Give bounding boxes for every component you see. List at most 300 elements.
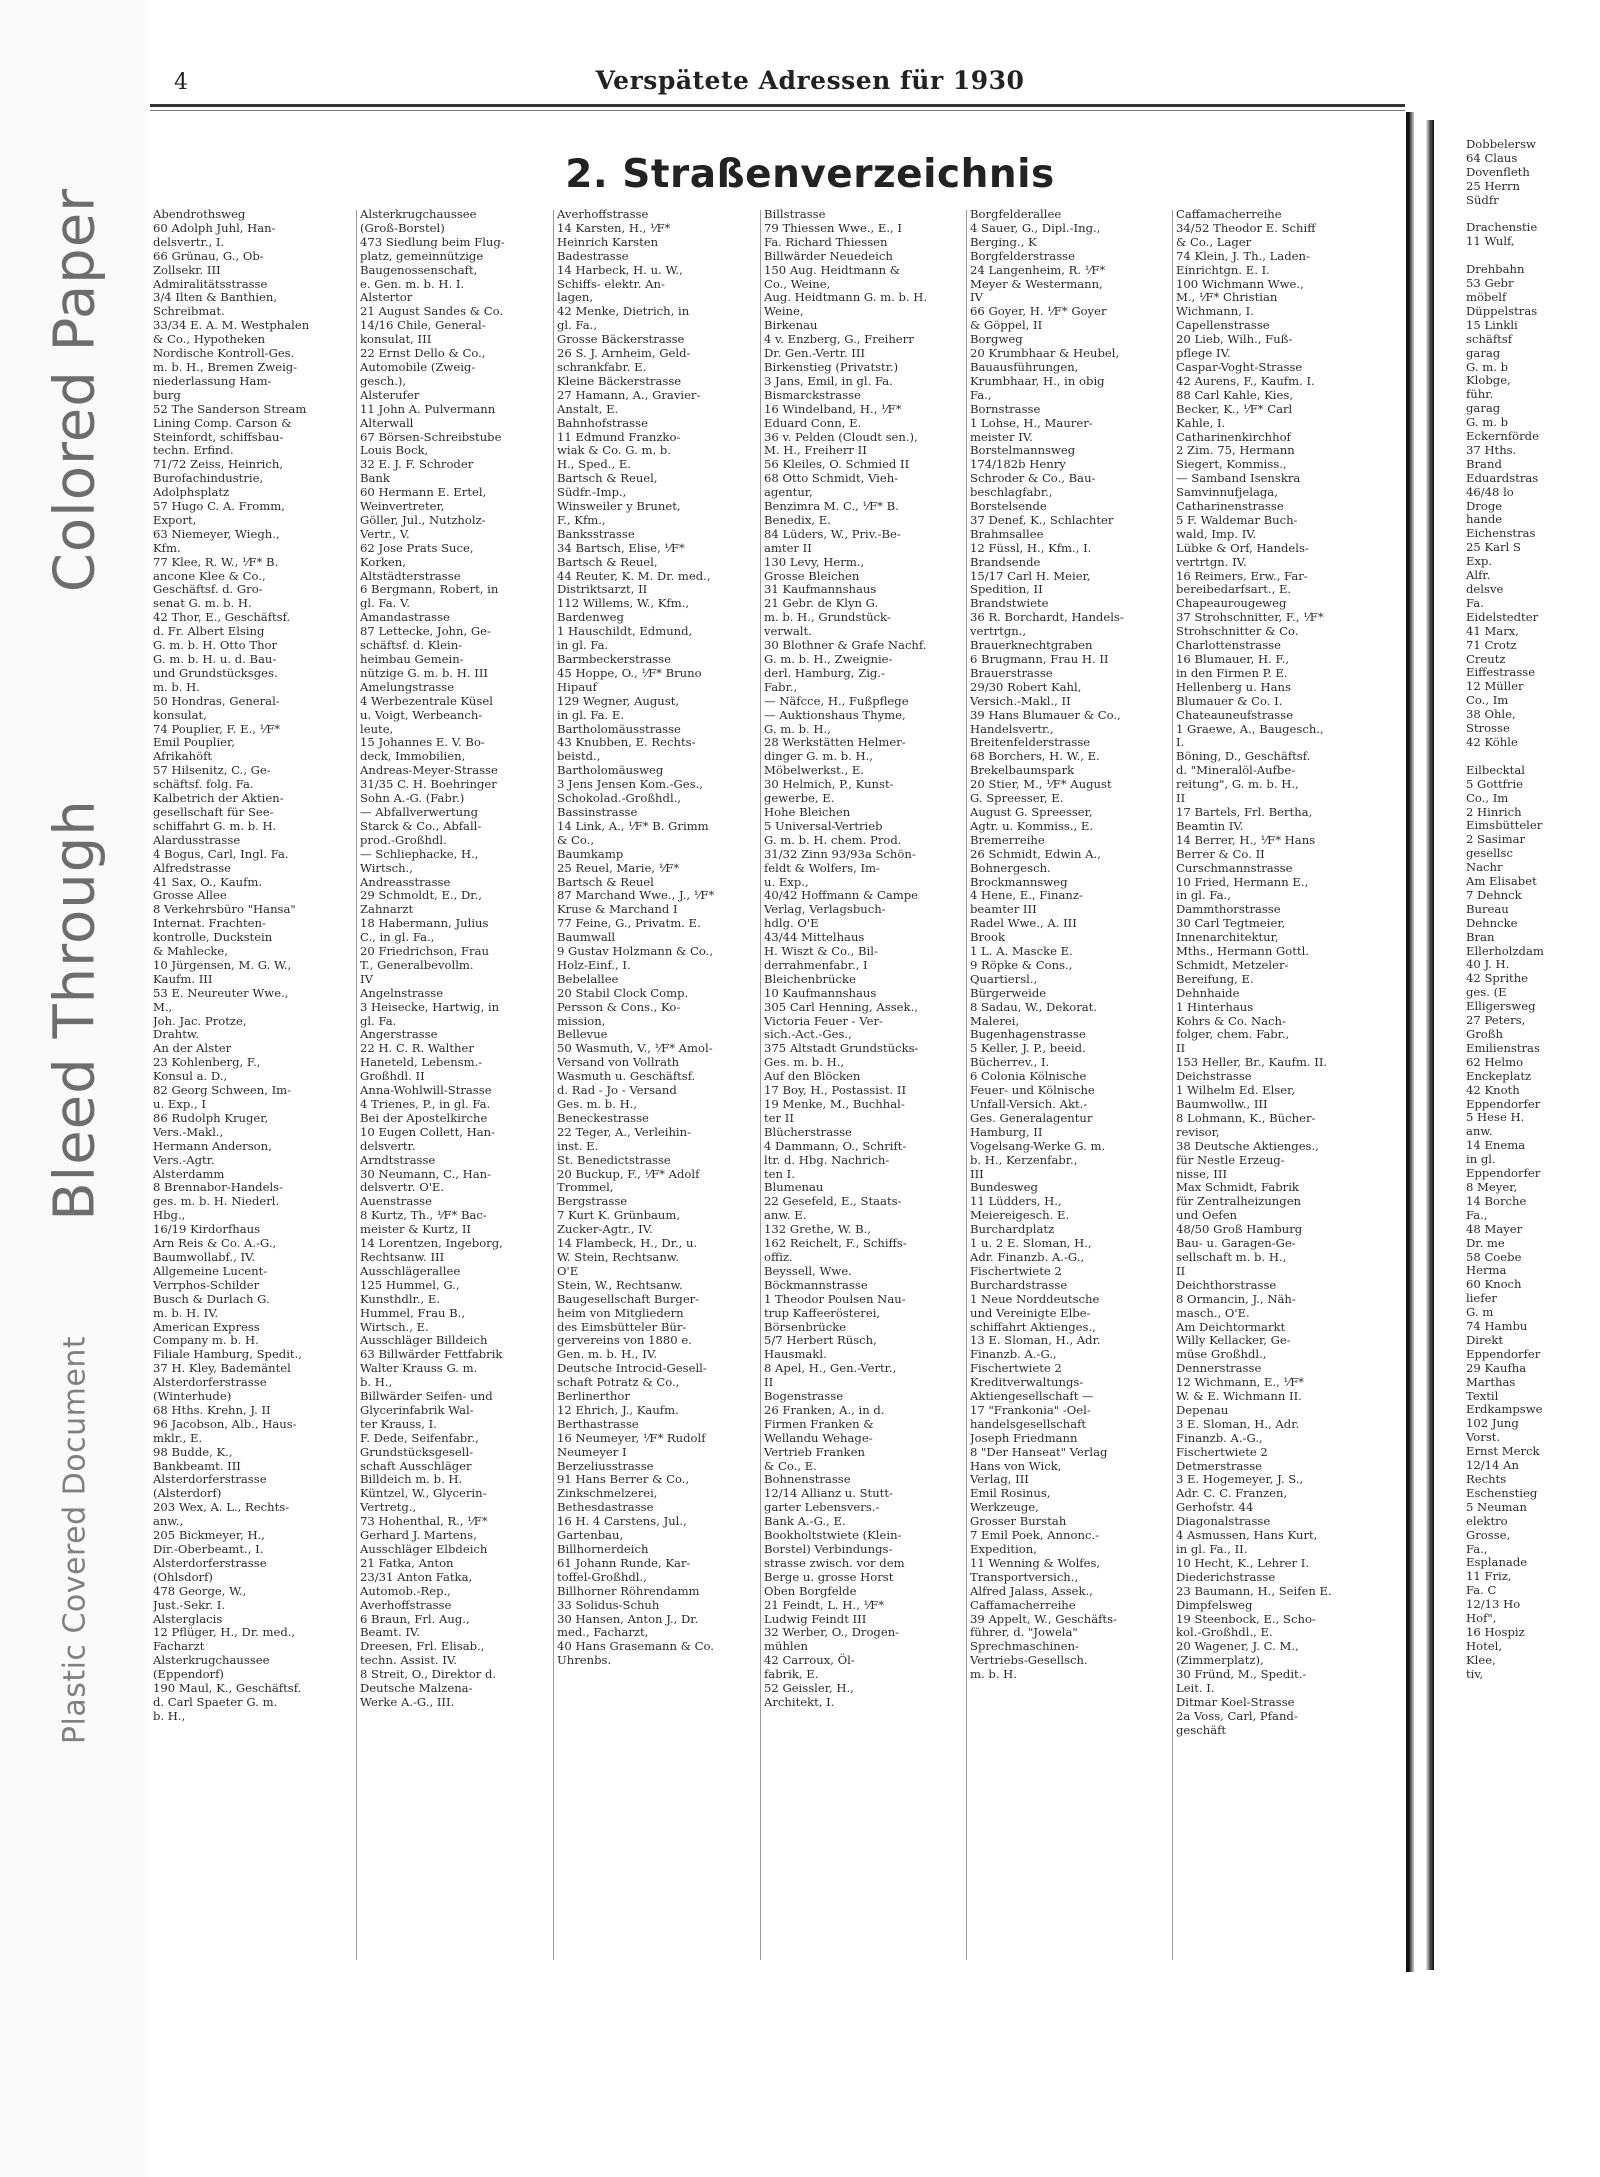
directory-entry-line: 21 Fatka, Anton xyxy=(360,1555,454,1570)
directory-entry-line: Alfred Jalass, Assek., xyxy=(970,1583,1093,1598)
directory-entry-line: Depenau xyxy=(1176,1402,1229,1417)
directory-entry-line: 132 Grethe, W. B., xyxy=(764,1222,871,1237)
directory-entry-line: delsvertr. xyxy=(360,1138,416,1153)
directory-entry-line: 53 E. Neureuter Wwe., xyxy=(153,985,289,1000)
directory-entry-line: Bei der Apostelkirche xyxy=(360,1110,488,1125)
directory-entry-line: Deichstrasse xyxy=(1176,1069,1252,1084)
next-page-line: in gl. xyxy=(1466,1152,1496,1167)
directory-entry-line: August G. Spreesser, xyxy=(970,804,1093,819)
directory-entry-line: Billstrasse xyxy=(764,208,826,221)
directory-entry-line: 66 Goyer, H. ⅟F* Goyer xyxy=(970,304,1107,319)
directory-entry-line: wiak & Co. G. m. b. xyxy=(557,443,671,458)
directory-entry-line: Berlinerthor xyxy=(557,1389,630,1404)
next-page-line: Bureau xyxy=(1466,901,1509,916)
directory-entry-line: Böckmannstrasse xyxy=(764,1277,868,1292)
directory-entry-line: Alterwall xyxy=(360,415,414,430)
directory-entry-line: 30 Carl Tegtmeier, xyxy=(1176,916,1286,931)
directory-entry-line: müse Großhdl., xyxy=(1176,1347,1267,1362)
directory-entry-line: Trommel, xyxy=(557,1180,614,1195)
directory-entry-line: Kaufm. III xyxy=(153,971,213,986)
directory-entry-line: Großhdl. II xyxy=(360,1069,425,1084)
directory-entry-line: 10 Jürgensen, M. G. W., xyxy=(153,957,292,972)
directory-entry-line: 125 Hummel, G., xyxy=(360,1277,460,1292)
directory-entry-line: Ausschläger Elbdeich xyxy=(360,1542,488,1556)
directory-entry-line: H., Sped., E. xyxy=(557,457,632,472)
directory-entry-line: Benedix, E. xyxy=(764,512,831,527)
directory-entry-line: 2 Zim. 75, Hermann xyxy=(1176,443,1295,458)
directory-entry-line: gesch.), xyxy=(360,373,407,388)
next-page-line: delsve xyxy=(1466,582,1504,596)
directory-entry-line: 84 Lüders, W., Priv.-Be- xyxy=(764,526,901,541)
directory-entry-line: 66 Grünau, G., Ob- xyxy=(153,248,264,263)
directory-entry-line: Innenarchitektur, xyxy=(1176,930,1279,945)
directory-entry-line: Bornstrasse xyxy=(970,401,1041,416)
directory-entry-line: 37 Strohschnitter, F., ⅟F* xyxy=(1176,610,1324,625)
directory-entry-line: u. Exp., I xyxy=(153,1097,206,1111)
next-page-fragment xyxy=(1466,138,1600,1878)
next-page-line: 74 Hambu xyxy=(1466,1319,1528,1334)
next-page-line: anw. xyxy=(1466,1124,1493,1139)
directory-entry-line: Hamburg, II xyxy=(970,1124,1043,1139)
directory-entry-line: G. m. b. H. Otto Thor xyxy=(153,638,278,653)
directory-entry-line: Bogenstrasse xyxy=(764,1389,844,1404)
directory-entry-line: vertrtgn. IV. xyxy=(1176,554,1247,569)
directory-entry-line: Emil Rosinus, xyxy=(970,1486,1051,1501)
directory-entry-line: 190 Maul, K., Geschäftsf. xyxy=(153,1681,302,1696)
directory-column-2 xyxy=(360,208,550,1968)
directory-entry-line: Louis Bock, xyxy=(360,443,429,458)
next-page-line: Hof", xyxy=(1466,1611,1497,1626)
next-page-line xyxy=(1466,208,1600,222)
directory-entry-line: Brauerknechtgraben xyxy=(970,638,1093,653)
directory-entry-line: 1 L. A. Mascke E. xyxy=(970,944,1073,959)
directory-entry-line: 150 Aug. Heidtmann & xyxy=(764,262,901,277)
directory-entry-line: G. m. b. H. chem. Prod. xyxy=(764,832,902,847)
directory-entry-line: Berzeliusstrasse xyxy=(557,1458,654,1473)
directory-entry-line: u. Exp., xyxy=(764,874,809,889)
directory-entry-line: — Abfallverwertung xyxy=(360,804,478,819)
directory-entry-line: 77 Feine, G., Privatm. E. xyxy=(557,916,701,931)
next-page-line: 14 Borche xyxy=(1466,1193,1527,1208)
next-page-line: Alfr. xyxy=(1466,568,1491,583)
directory-entry-line: 3 Heisecke, Hartwig, in xyxy=(360,999,500,1014)
directory-entry-line: 73 Hohenthal, R., ⅟F* xyxy=(360,1514,488,1529)
directory-entry-line: Bürgerweide xyxy=(970,985,1047,1000)
next-page-line: 102 Jung xyxy=(1466,1416,1519,1431)
directory-entry-line: 87 Marchand Wwe., J., ⅟F* xyxy=(557,888,715,903)
directory-entry-line: 2a Voss, Carl, Pfand- xyxy=(1176,1708,1298,1723)
directory-entry-line: burg xyxy=(153,387,181,402)
next-page-line: schäftsf xyxy=(1466,331,1513,346)
directory-entry-line: 7 Emil Poek, Annonc.- xyxy=(970,1528,1100,1543)
directory-entry-line: Beneckestrasse xyxy=(557,1110,649,1125)
next-page-line: 2 Sasimar xyxy=(1466,832,1526,847)
directory-entry-line: in den Firmen P. E. xyxy=(1176,665,1288,680)
directory-entry-line: 8 Ormancin, J., Näh- xyxy=(1176,1291,1296,1306)
directory-entry-line: Ausschlägerallee xyxy=(360,1263,461,1278)
directory-entry-line: beamter III xyxy=(970,902,1037,917)
directory-entry-line: Bleichenbrücke xyxy=(764,971,856,986)
directory-entry-line: Werkzeuge, xyxy=(970,1500,1039,1515)
directory-entry-line: Bookholtstwiete (Klein- xyxy=(764,1528,902,1543)
directory-entry-line: — Näfcce, H., Fußpflege xyxy=(764,693,909,708)
directory-entry-line: Auenstrasse xyxy=(360,1194,432,1209)
directory-entry-line: 57 Hugo C. A. Fromm, xyxy=(153,499,285,514)
next-page-line: 60 Knoch xyxy=(1466,1277,1522,1292)
directory-entry-line: 61 Johann Runde, Kar- xyxy=(557,1555,691,1570)
directory-entry-line: 22 Gesefeld, E., Staats- xyxy=(764,1194,902,1209)
directory-entry-line: 24 Langenheim, R. ⅟F* xyxy=(970,262,1106,277)
directory-entry-line: 205 Bickmeyer, H., xyxy=(153,1528,265,1543)
header-rule-thin xyxy=(150,110,1405,111)
directory-entry-line: Persson & Cons., Ko- xyxy=(557,999,681,1014)
directory-entry-line: Hohe Bleichen xyxy=(764,804,851,819)
next-page-line: Drachenstie xyxy=(1466,220,1538,235)
directory-entry-line: und Oefen xyxy=(1176,1208,1238,1223)
directory-entry-line: Billhornerdeich xyxy=(557,1542,649,1556)
directory-entry-line: Vogelsang-Werke G. m. xyxy=(970,1138,1106,1153)
directory-entry-line: 5 Universal-Vertrieb xyxy=(764,818,883,833)
next-page-line: Eilbecktal xyxy=(1466,762,1525,777)
directory-entry-line: in gl. Fa. xyxy=(557,638,609,653)
directory-entry-line: Kfm. xyxy=(153,540,181,555)
next-page-line: Creutz xyxy=(1466,651,1506,666)
directory-entry-line: Catharinenkirchhof xyxy=(1176,429,1291,444)
directory-entry-line: 48/50 Groß Hamburg xyxy=(1176,1222,1303,1237)
directory-entry-line: Andreas-Meyer-Strasse xyxy=(360,763,498,778)
directory-entry-line: schaft Ausschläger xyxy=(360,1458,472,1473)
directory-entry-line: 4 Werbezentrale Küsel xyxy=(360,693,493,708)
directory-entry-line: anw., xyxy=(153,1514,184,1529)
section-title: 2. Straßenverzeichnis xyxy=(565,152,1055,197)
directory-entry-line: 23/31 Anton Fatka, xyxy=(360,1569,473,1584)
next-page-line: Dobbelersw xyxy=(1466,138,1536,151)
directory-entry-line: Schokolad.-Großhdl., xyxy=(557,791,682,806)
next-page-line: Droge xyxy=(1466,498,1503,513)
directory-entry-line: Altstädterstrasse xyxy=(360,568,461,583)
next-page-line: Enckeplatz xyxy=(1466,1068,1532,1083)
directory-entry-line: Versich.-Makl., II xyxy=(970,693,1071,708)
directory-entry-line: Siegert, Kommiss., xyxy=(1176,457,1287,472)
directory-entry-line: 478 George, W., xyxy=(153,1583,247,1598)
directory-entry-line: amter II xyxy=(764,540,812,555)
next-page-line: Eimsbütteler xyxy=(1466,818,1543,833)
directory-entry-line: 98 Budde, K., xyxy=(153,1444,233,1459)
directory-entry-line: 31/32 Zinn 93/93a Schön- xyxy=(764,846,916,861)
directory-entry-line: Bundesweg xyxy=(970,1180,1038,1195)
next-page-line: Eppendorfer xyxy=(1466,1166,1541,1181)
directory-entry-line: Andreasstrasse xyxy=(360,874,451,889)
directory-entry-line: Hbg., xyxy=(153,1208,186,1223)
directory-entry-line: (Ohlsdorf) xyxy=(153,1569,213,1584)
next-page-line: 16 Hospiz xyxy=(1466,1624,1525,1639)
next-page-line: 46/48 lo xyxy=(1466,484,1514,499)
directory-entry-line: Gerhard J. Martens, xyxy=(360,1528,477,1543)
directory-entry-line: 5 Keller, J. P., beeid. xyxy=(970,1041,1086,1056)
directory-entry-line: 63 Billwärder Fettfabrik xyxy=(360,1347,503,1362)
directory-entry-line: Haneteld, Lebensm.- xyxy=(360,1055,483,1070)
next-page-line: 48 Mayer xyxy=(1466,1221,1523,1236)
directory-entry-line: trup Kaffeerösterei, xyxy=(764,1305,881,1320)
directory-entry-line: 15/17 Carl H. Meier, xyxy=(970,568,1091,583)
directory-entry-line: Deichthorstrasse xyxy=(1176,1277,1277,1292)
directory-entry-line: 14 Flambeck, H., Dr., u. xyxy=(557,1236,698,1251)
directory-entry-line: Automob.-Rep., xyxy=(360,1583,451,1598)
directory-entry-line: Bergstrasse xyxy=(557,1194,628,1209)
directory-entry-line: Blücherstrasse xyxy=(764,1124,852,1139)
directory-entry-line: Hellenberg u. Hans xyxy=(1176,679,1291,694)
directory-entry-line: 11 John A. Pulvermann xyxy=(360,401,496,416)
directory-entry-line: 14/16 Chile, General- xyxy=(360,318,486,333)
directory-entry-line: 62 Jose Prats Suce, xyxy=(360,540,474,555)
directory-entry-line: 36 R. Borchardt, Handels- xyxy=(970,610,1124,625)
directory-entry-line: Vertrieb Franken xyxy=(764,1444,865,1459)
directory-entry-line: Caffamacherreihe xyxy=(1176,208,1282,221)
directory-entry-line: Finanzb. A.-G., xyxy=(1176,1430,1263,1445)
directory-entry-line: 22 Ernst Dello & Co., xyxy=(360,346,486,361)
directory-entry-line: — Samband Isenskra xyxy=(1176,471,1301,486)
directory-entry-line: Borgfelderallee xyxy=(970,208,1062,221)
directory-entry-line: gervereins von 1880 e. xyxy=(557,1333,692,1348)
directory-entry-line: Schreibmat. xyxy=(153,304,225,319)
directory-entry-line: (Groß-Borstel) xyxy=(360,220,445,235)
directory-entry-line: II xyxy=(1176,1041,1186,1056)
directory-entry-line: Kruse & Marchand I xyxy=(557,902,678,917)
next-page-line: 12 Müller xyxy=(1466,679,1524,694)
directory-entry-line: Firmen Franken & xyxy=(764,1416,874,1431)
next-page-line: Herma xyxy=(1466,1263,1507,1278)
directory-entry-line: Alfredstrasse xyxy=(153,860,232,875)
directory-entry-line: 1 Lohse, H., Maurer- xyxy=(970,415,1093,430)
next-page-line: Eschenstieg xyxy=(1466,1485,1538,1500)
directory-entry-line: 87 Lettecke, John, Ge- xyxy=(360,624,491,639)
directory-entry-line: Bremerreihe xyxy=(970,832,1045,847)
directory-entry-line: schäftsf. d. Klein- xyxy=(360,638,463,653)
directory-entry-line: Vers.-Agtr. xyxy=(153,1152,215,1167)
directory-entry-line: Einrichtgn. E. I. xyxy=(1176,262,1270,277)
directory-entry-line: strasse zwisch. vor dem xyxy=(764,1555,905,1570)
directory-entry-line: — Auktionshaus Thyme, xyxy=(764,707,906,722)
directory-entry-line: und Grundstücksges. xyxy=(153,665,278,680)
directory-entry-line: W. & E. Wichmann II. xyxy=(1176,1389,1302,1404)
directory-entry-line: Holz-Einf., I. xyxy=(557,957,631,972)
next-page-line: 5 Gottfrie xyxy=(1466,776,1524,791)
directory-entry-line: 63 Niemeyer, Wiegh., xyxy=(153,526,280,541)
directory-entry-line: Berge u. grosse Horst xyxy=(764,1569,894,1584)
next-page-line: 29 Kaufha xyxy=(1466,1360,1527,1375)
directory-entry-line: handelsgesellschaft xyxy=(970,1416,1087,1431)
directory-entry-line: Gen. m. b. H., IV. xyxy=(557,1347,657,1362)
next-page-line: Drehbahn xyxy=(1466,262,1525,277)
directory-entry-line: med., Facharzt, xyxy=(557,1625,649,1640)
directory-entry-line: Baugenossenschaft, xyxy=(360,262,478,277)
directory-entry-line: 26 Franken, A., in d. xyxy=(764,1402,885,1417)
directory-entry-line: 34 Bartsch, Elise, ⅟F* xyxy=(557,540,685,555)
directory-entry-line: 74 Pouplier, F. E., ⅟F* xyxy=(153,721,281,736)
next-page-line: 15 Linkli xyxy=(1466,317,1518,332)
directory-entry-line: T., Generalbevollm. xyxy=(360,957,474,972)
directory-entry-line: 16 H. 4 Carstens, Jul., xyxy=(557,1514,687,1529)
directory-entry-line: St. Benedictstrasse xyxy=(557,1152,671,1167)
directory-entry-line: 44 Reuter, K. M. Dr. med., xyxy=(557,568,711,583)
directory-entry-line: Stein, W., Rechtsanw. xyxy=(557,1277,683,1292)
directory-entry-line: kol.-Großhdl., E. xyxy=(1176,1625,1273,1640)
next-page-line: Ellerholzdam xyxy=(1466,943,1544,958)
next-page-line: Rechts xyxy=(1466,1472,1507,1486)
directory-entry-line: b. H., xyxy=(153,1708,186,1723)
directory-entry-line: 43 Knubben, E. Rechts- xyxy=(557,735,696,750)
directory-entry-line: 12 Ehrich, J., Kaufm. xyxy=(557,1402,679,1417)
next-page-line: 5 Neuman xyxy=(1466,1499,1527,1514)
directory-entry-line: 20 Stabil Clock Comp. xyxy=(557,985,689,1000)
directory-entry-line: vertrtgn., xyxy=(970,624,1027,639)
directory-entry-line: Dammthorstrasse xyxy=(1176,902,1281,917)
directory-entry-line: Bartsch & Reuel, xyxy=(557,471,658,486)
directory-entry-line: Fa. Richard Thiessen xyxy=(764,234,888,249)
directory-entry-line: American Express xyxy=(153,1319,260,1334)
directory-entry-line: Finanzb. A.-G., xyxy=(970,1347,1057,1362)
directory-entry-line: bereibedarfsart., E. xyxy=(1176,582,1292,597)
next-page-line: Eduardstras xyxy=(1466,470,1539,485)
directory-entry-line: masch., O'E. xyxy=(1176,1305,1250,1320)
directory-entry-line: Grosse Allee xyxy=(153,888,227,903)
directory-entry-line: 41 Sax, O., Kaufm. xyxy=(153,874,263,889)
next-page-line: G. m xyxy=(1466,1305,1494,1320)
directory-entry-line: Ges. m. b. H., xyxy=(557,1097,638,1111)
directory-entry-line: Bahnhofstrasse xyxy=(557,415,648,430)
directory-entry-line: 25 Reuel, Marie, ⅟F* xyxy=(557,860,680,875)
directory-entry-line: sellschaft m. b. H., xyxy=(1176,1249,1287,1264)
next-page-line: Dovenfleth xyxy=(1466,164,1530,179)
directory-entry-line: derrahmenfabr., I xyxy=(764,957,868,972)
directory-entry-line: revisor, xyxy=(1176,1124,1220,1139)
page-number: 4 xyxy=(174,70,188,95)
directory-entry-line: mühlen xyxy=(764,1639,808,1654)
directory-entry-line: (Alsterdorf) xyxy=(153,1486,222,1501)
directory-entry-line: 5/7 Herbert Rüsch, xyxy=(764,1333,877,1348)
next-page-line: 12/13 Ho xyxy=(1466,1597,1521,1612)
directory-entry-line: Steinfordt, schiffsbau- xyxy=(153,429,284,444)
directory-entry-line: 16 Blumauer, H. F., xyxy=(1176,652,1290,666)
directory-entry-line: Mths., Hermann Gottl. xyxy=(1176,944,1309,959)
directory-entry-line: Adr. Finanzb. A.-G., xyxy=(970,1249,1085,1264)
column-divider xyxy=(966,210,967,1960)
directory-entry-line: Kalbetrich der Aktien- xyxy=(153,791,284,806)
directory-entry-line: Abendrothsweg xyxy=(153,208,246,221)
next-page-line: möbelf xyxy=(1466,289,1507,304)
directory-entry-line: Geschäftsf. d. Gro- xyxy=(153,582,263,597)
directory-entry-line: 10 Fried, Hermann E., xyxy=(1176,874,1309,889)
directory-entry-line: Charlottenstrasse xyxy=(1176,638,1281,653)
directory-entry-line: 23 Baumann, H., Seifen E. xyxy=(1176,1583,1332,1598)
directory-entry-line: Berthastrasse xyxy=(557,1416,639,1431)
next-page-line: Dehncke xyxy=(1466,915,1518,930)
directory-entry-line: 8 Lohmann, K., Bücher- xyxy=(1176,1110,1316,1125)
next-page-line: Fa. xyxy=(1466,595,1484,610)
directory-entry-line: schaft Potratz & Co., xyxy=(557,1375,680,1390)
directory-entry-line: d. Rad - Jo - Versand xyxy=(557,1083,677,1098)
directory-entry-line: 14 Harbeck, H. u. W., xyxy=(557,262,683,277)
directory-entry-line: schiffahrt Aktienges., xyxy=(970,1319,1096,1334)
directory-entry-line: Weine, xyxy=(764,304,804,319)
next-page-line: Vorst. xyxy=(1466,1430,1501,1445)
directory-entry-line: Am Deichtormarkt xyxy=(1176,1319,1286,1334)
directory-entry-line: 4 Dammann, O., Schrift- xyxy=(764,1138,907,1153)
next-page-line: Marthas xyxy=(1466,1374,1516,1389)
directory-entry-line: u. Voigt, Werbeanch- xyxy=(360,707,483,722)
next-page-line: Fa., xyxy=(1466,1207,1488,1222)
directory-entry-line: 32 Werber, O., Drogen- xyxy=(764,1625,900,1640)
directory-entry-line: Zinkschmelzerei, xyxy=(557,1486,658,1501)
directory-entry-line: Diagonalstrasse xyxy=(1176,1514,1271,1529)
directory-entry-line: 7 Kurt K. Grünbaum, xyxy=(557,1208,681,1223)
directory-entry-line: 56 Kleiles, O. Schmied II xyxy=(764,457,910,472)
page-edge xyxy=(1406,112,1414,1972)
directory-column-5 xyxy=(970,208,1170,1968)
directory-entry-line: Barmbeckerstrasse xyxy=(557,652,671,666)
directory-entry-line: 42 Carroux, Öl- xyxy=(764,1653,855,1668)
directory-entry-line: heim von Mitgliedern xyxy=(557,1305,684,1320)
directory-entry-line: 8 Apel, H., Gen.-Vertr., xyxy=(764,1361,897,1376)
directory-entry-line: Küntzel, W., Glycerin- xyxy=(360,1486,487,1501)
directory-entry-line: 8 "Der Hanseat" Verlag xyxy=(970,1444,1108,1459)
scan-margin xyxy=(0,0,148,2177)
directory-entry-line: Adr. C. C. Franzen, xyxy=(1176,1486,1288,1501)
directory-entry-line: & Mahlecke, xyxy=(153,944,228,959)
directory-entry-line: Dehnhaide xyxy=(1176,985,1240,1000)
directory-entry-line: 39 Hans Blumauer & Co., xyxy=(970,707,1121,722)
directory-entry-line: Alsterdorferstrasse xyxy=(153,1472,267,1487)
next-page-line: ges. (E xyxy=(1466,985,1507,1000)
directory-entry-line: 1 Neue Norddeutsche xyxy=(970,1291,1100,1306)
directory-entry-line: (Zimmerplatz), xyxy=(1176,1653,1264,1668)
directory-entry-line: Fabr., xyxy=(764,679,798,694)
directory-entry-line: kontrolle, Duckstein xyxy=(153,930,273,945)
directory-entry-line: deck, Immobilien, xyxy=(360,749,466,764)
directory-entry-line: Neumeyer I xyxy=(557,1444,627,1459)
directory-entry-line: Vers.-Makl., xyxy=(153,1124,224,1139)
next-page-line: G. m. b xyxy=(1466,359,1509,374)
directory-entry-line: 10 Eugen Collett, Han- xyxy=(360,1124,496,1139)
directory-entry-line: sich.-Act.-Ges., xyxy=(764,1027,852,1042)
directory-entry-line: Hummel, Frau B., xyxy=(360,1305,466,1320)
directory-entry-line: 96 Jacobson, Alb., Haus- xyxy=(153,1416,297,1431)
directory-entry-line: leute, xyxy=(360,721,394,736)
directory-entry-line: führer, d. "Jowela" xyxy=(970,1625,1078,1640)
next-page-line: führ. xyxy=(1466,387,1494,402)
directory-entry-line: — Schliephacke, H., xyxy=(360,846,479,861)
directory-entry-line: Billhorner Röhrendamm xyxy=(557,1583,700,1598)
directory-entry-line: 74 Klein, J. Th., Laden- xyxy=(1176,248,1310,263)
directory-entry-line: F., Kfm., xyxy=(557,512,606,527)
directory-entry-line: Capellenstrasse xyxy=(1176,318,1270,333)
directory-entry-line: Baumwollabf., IV. xyxy=(153,1249,256,1264)
directory-entry-line: H. Wiszt & Co., Bil- xyxy=(764,944,878,959)
directory-entry-line: 12/14 Allianz u. Stutt- xyxy=(764,1486,893,1501)
directory-entry-line: 10 Kaufmannshaus xyxy=(764,985,877,1000)
directory-entry-line: 60 Hermann E. Ertel, xyxy=(360,485,487,500)
directory-entry-line: Baugesellschaft Burger- xyxy=(557,1291,700,1306)
directory-entry-line: Borgfelderstrasse xyxy=(970,248,1075,263)
directory-entry-line: 82 Georg Schween, Im- xyxy=(153,1083,292,1098)
directory-entry-line: 4 Asmussen, Hans Kurt, xyxy=(1176,1528,1318,1543)
next-page-line: 5 Hese H. xyxy=(1466,1110,1525,1125)
directory-entry-line: ancone Klee & Co., xyxy=(153,568,266,583)
directory-entry-line: Wellandu Wehage- xyxy=(764,1430,873,1445)
directory-entry-line: Heinrich Karsten xyxy=(557,234,659,249)
directory-entry-line: Borgweg xyxy=(970,332,1023,347)
directory-entry-line: 52 The Sanderson Stream xyxy=(153,401,307,416)
